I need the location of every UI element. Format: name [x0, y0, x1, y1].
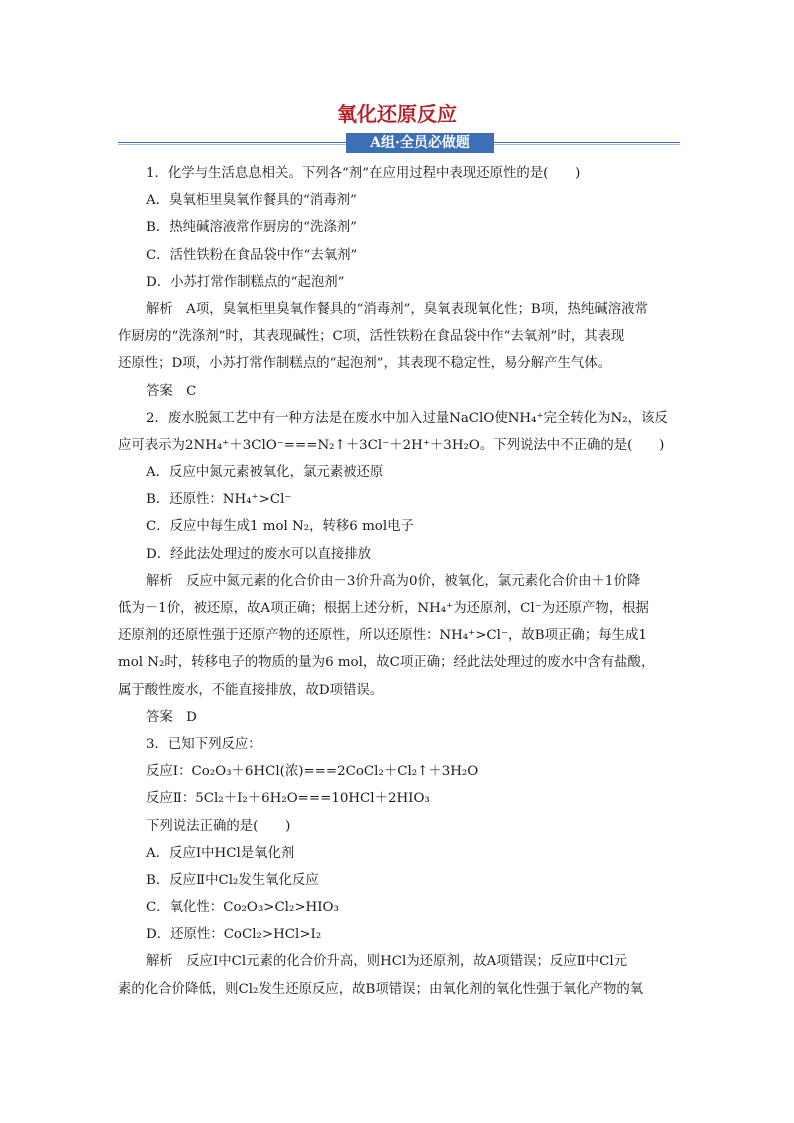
text-line: C．氧化性：Co₂O₃>Cl₂>HIO₃ — [146, 900, 339, 916]
document-body — [118, 160, 682, 1003]
text-line: 解析 反应中氮元素的化合价由－3价升高为0价，被氧化，氯元素化合价由＋1价降 — [146, 573, 641, 589]
text-line: D．经此法处理过的废水可以直接排放 — [146, 546, 371, 562]
text-line: 还原剂的还原性强于还原产物的还原性，所以还原性：NH₄⁺>Cl⁻，故B项正确；每生成1 — [118, 628, 647, 644]
section-header — [118, 133, 680, 153]
text-line: mol N₂时，转移电子的物质的量为6 mol，故C项正确；经此法处理过的废水中含有盐酸， — [118, 655, 655, 671]
text-line: 答案 D — [146, 709, 197, 725]
text-line: D．还原性：CoCl₂>HCl>I₂ — [146, 927, 322, 943]
text-line: 还原性；D项，小苏打常作制糕点的“起泡剂”，其表现不稳定性，易分解产生气体。 — [118, 356, 612, 372]
text-line: 1．化学与生活息息相关。下列各“剂”在应用过程中表现还原性的是( ) — [146, 166, 581, 181]
text-line: 3．已知下列反应： — [146, 736, 262, 752]
text-line: B．反应Ⅱ中Cl₂发生氧化反应 — [146, 872, 319, 888]
text-line: 解析 A项，臭氧柜里臭氧作餐具的“消毒剂”，臭氧表现氧化性；B项，热纯碱溶液常 — [146, 301, 648, 317]
text-line: C．反应中每生成1 mol N₂，转移6 mol电子 — [146, 519, 414, 535]
text-line: 2．废水脱氮工艺中有一种方法是在废水中加入过量NaClO使NH₄⁺完全转化为N₂，该反 — [146, 410, 668, 426]
text-line: 作厨房的“洗涤剂”时，其表现碱性；C项，活性铁粉在食品袋中作“去氧剂”时，其表现 — [118, 329, 625, 345]
text-line: B．热纯碱溶液常作厨房的“洗涤剂” — [146, 220, 357, 236]
text-line: 答案 C — [146, 383, 197, 399]
text-line: A．臭氧柜里臭氧作餐具的“消毒剂” — [146, 193, 357, 209]
text-line: 素的化合价降低，则Cl₂发生还原反应，故B项错误；由氧化剂的氧化性强于氧化产物的氧 — [118, 981, 644, 997]
text-line: 低为－1价，被还原，故A项正确；根据上述分析，NH₄⁺为还原剂，Cl⁻为还原产物，根据 — [118, 601, 649, 616]
text-line: 属于酸性废水，不能直接排放，故D项错误。 — [118, 682, 384, 698]
text-line: 解析 反应Ⅰ中Cl元素的化合价升高，则HCl为还原剂，故A项错误；反应Ⅱ中Cl元 — [146, 954, 628, 970]
text-line: A．反应Ⅰ中HCl是氧化剂 — [146, 845, 295, 861]
page-title: 氧化还原反应 — [337, 102, 457, 126]
text-line: A．反应中氮元素被氧化，氯元素被还原 — [146, 465, 384, 481]
group-badge: A组·全员必做题 — [346, 133, 494, 153]
text-line: 应可表示为2NH₄⁺＋3ClO⁻===N₂↑＋3Cl⁻＋2H⁺＋3H₂O。下列说法中不正确的是( ) — [118, 437, 665, 453]
text-line: B．还原性：NH₄⁺>Cl⁻ — [146, 492, 292, 508]
text-line: D．小苏打常作制糕点的“起泡剂” — [146, 274, 345, 290]
text-line: 反应Ⅱ：5Cl₂＋I₂＋6H₂O===10HCl＋2HIO₃ — [146, 791, 430, 807]
text-line: C．活性铁粉在食品袋中作“去氧剂” — [146, 247, 358, 263]
text-line: 反应Ⅰ：Co₂O₃＋6HCl(浓)===2CoCl₂＋Cl₂↑＋3H₂O — [146, 764, 479, 780]
text-line: 下列说法正确的是( ) — [146, 818, 291, 834]
